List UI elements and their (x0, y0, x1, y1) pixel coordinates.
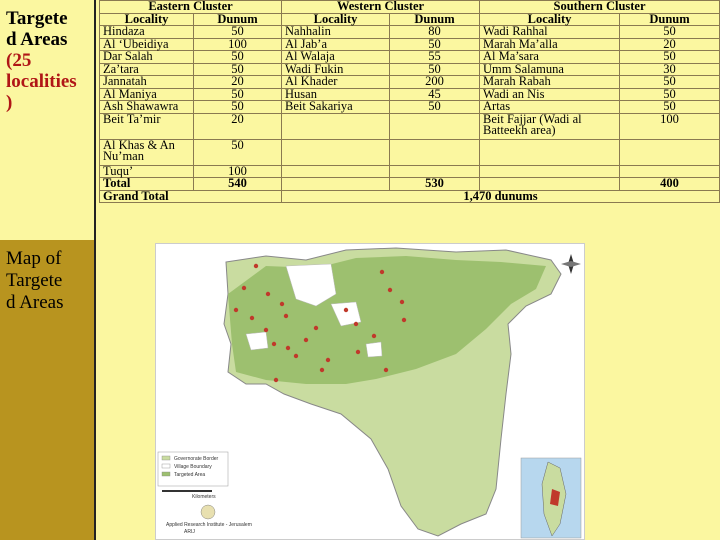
side-panel-title (0, 0, 96, 240)
col-locality: Locality (100, 13, 194, 26)
grand-total-value: 1,470 dunums (282, 190, 720, 203)
col-locality: Locality (480, 13, 620, 26)
grand-total-row: Grand Total 1,470 dunums (100, 190, 720, 203)
col-dunum: Dunum (390, 13, 480, 26)
side-panel-map-label (0, 240, 96, 540)
table-row: Jannatah 20 Al Khader 200 Marah Rabah 50 (100, 76, 720, 89)
western-cluster-header: Western Cluster (282, 1, 480, 14)
svg-text:ARIJ: ARIJ (184, 529, 195, 535)
urban-area (366, 342, 382, 357)
table-row: Hindaza 50 Nahhalin 80 Wadi Rahhal 50 (100, 26, 720, 39)
targeted-areas-table (99, 0, 720, 203)
north-arrow-icon (561, 254, 581, 274)
map-legend (158, 452, 252, 535)
table-row: Al Maniya 50 Husan 45 Wadi an Nis 50 (100, 88, 720, 101)
organization-logo-icon (201, 505, 215, 519)
svg-text:Targeted Area: Targeted Area (174, 472, 206, 478)
inset-location-map (521, 458, 581, 538)
table-row: Ash Shawawra 50 Beit Sakariya 50 Artas 50 (100, 101, 720, 114)
table-row: Tuqu’ 100 (100, 165, 720, 178)
svg-text:Applied Research Institute - J: Applied Research Institute - Jerusalem (166, 522, 252, 528)
targeted-areas-map (155, 243, 585, 540)
map-title: Map of Targete d Areas (6, 248, 64, 313)
map-graphic (156, 244, 584, 539)
col-dunum: Dunum (194, 13, 282, 26)
targeted-areas-title: Targete d Areas (25 localities ) (6, 8, 77, 113)
table-row: Za’tara 50 Wadi Fukin 50 Umm Salamuna 30 (100, 63, 720, 76)
table-row: Dar Salah 50 Al Walaja 55 Al Ma’sara 50 (100, 51, 720, 64)
total-row: Total 540 530 400 (100, 178, 720, 191)
southern-cluster-header: Southern Cluster (480, 1, 720, 14)
svg-text:Governorate Border: Governorate Border (174, 456, 219, 462)
table-row: Al Khas & An Nu’man 50 (100, 139, 720, 165)
column-header-row (100, 13, 720, 26)
svg-text:Village Boundary: Village Boundary (174, 464, 212, 470)
col-locality: Locality (282, 13, 390, 26)
table-row: Beit Ta’mir 20 Beit Fajjar (Wadi al Batteekh area) 100 (100, 113, 720, 139)
svg-text:Kilometers: Kilometers (192, 494, 216, 500)
cluster-header-row (100, 1, 720, 14)
eastern-cluster-header: Eastern Cluster (100, 1, 282, 14)
col-dunum: Dunum (620, 13, 720, 26)
table-row: Al ‘Ubeidiya 100 Al Jab’a 50 Marah Ma’alla 20 (100, 38, 720, 51)
